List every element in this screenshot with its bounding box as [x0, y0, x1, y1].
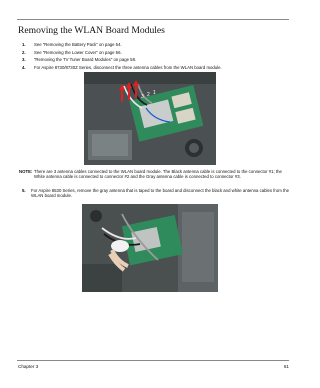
step-item-5 [22, 188, 289, 199]
note-label: NOTE: [19, 169, 33, 174]
footer-chapter: Chapter 3 [18, 364, 39, 369]
step-text: See “Removing the Battery Pack” on page 54. [34, 42, 122, 47]
section-title: Removing the WLAN Board Modules [18, 25, 165, 36]
step-item [22, 41, 292, 49]
step-number: 5. [22, 188, 26, 193]
step-number: 2. [22, 49, 26, 55]
wlan-board-photo-2 [82, 204, 218, 292]
footer-page-number: 61 [283, 364, 289, 369]
step-number: 3. [22, 57, 26, 63]
step-list [22, 41, 292, 71]
step-text: For Aspire 8530 Series, remove the gray antenna that is taped to the board and disconnect the black and white antenna cables from the WLAN board module. [31, 188, 289, 199]
connector-label-2: 2 [147, 92, 150, 98]
connector-label-3: 3 [141, 94, 144, 100]
footer-rule [17, 360, 289, 361]
step-text: For Aspire 8730/8730Z Series, disconnect the three antenna cables from the WLAN board module. [34, 64, 222, 70]
step-item [22, 49, 292, 57]
step-text: See “Removing the Lower Cover” on page 56. [34, 49, 122, 55]
step-number: 1. [22, 42, 26, 47]
step-item [22, 64, 292, 72]
connector-label-1: 1 [153, 90, 156, 96]
wlan-board-photo-1 [84, 72, 216, 165]
step-item [22, 56, 292, 64]
header-rule [17, 19, 289, 20]
step-number: 4. [22, 64, 26, 70]
step-text: “Removing the TV Tuner Board Modules” on page 58. [34, 57, 137, 63]
note-text: There are 3 antenna cables connected to the WLAN board module. The Black antenna cable is connected to the connector #1; the White antenna cable is connected to connector #2 and the Gray antenna cable is connected to connector #3. [34, 169, 282, 180]
note-block [19, 169, 287, 180]
